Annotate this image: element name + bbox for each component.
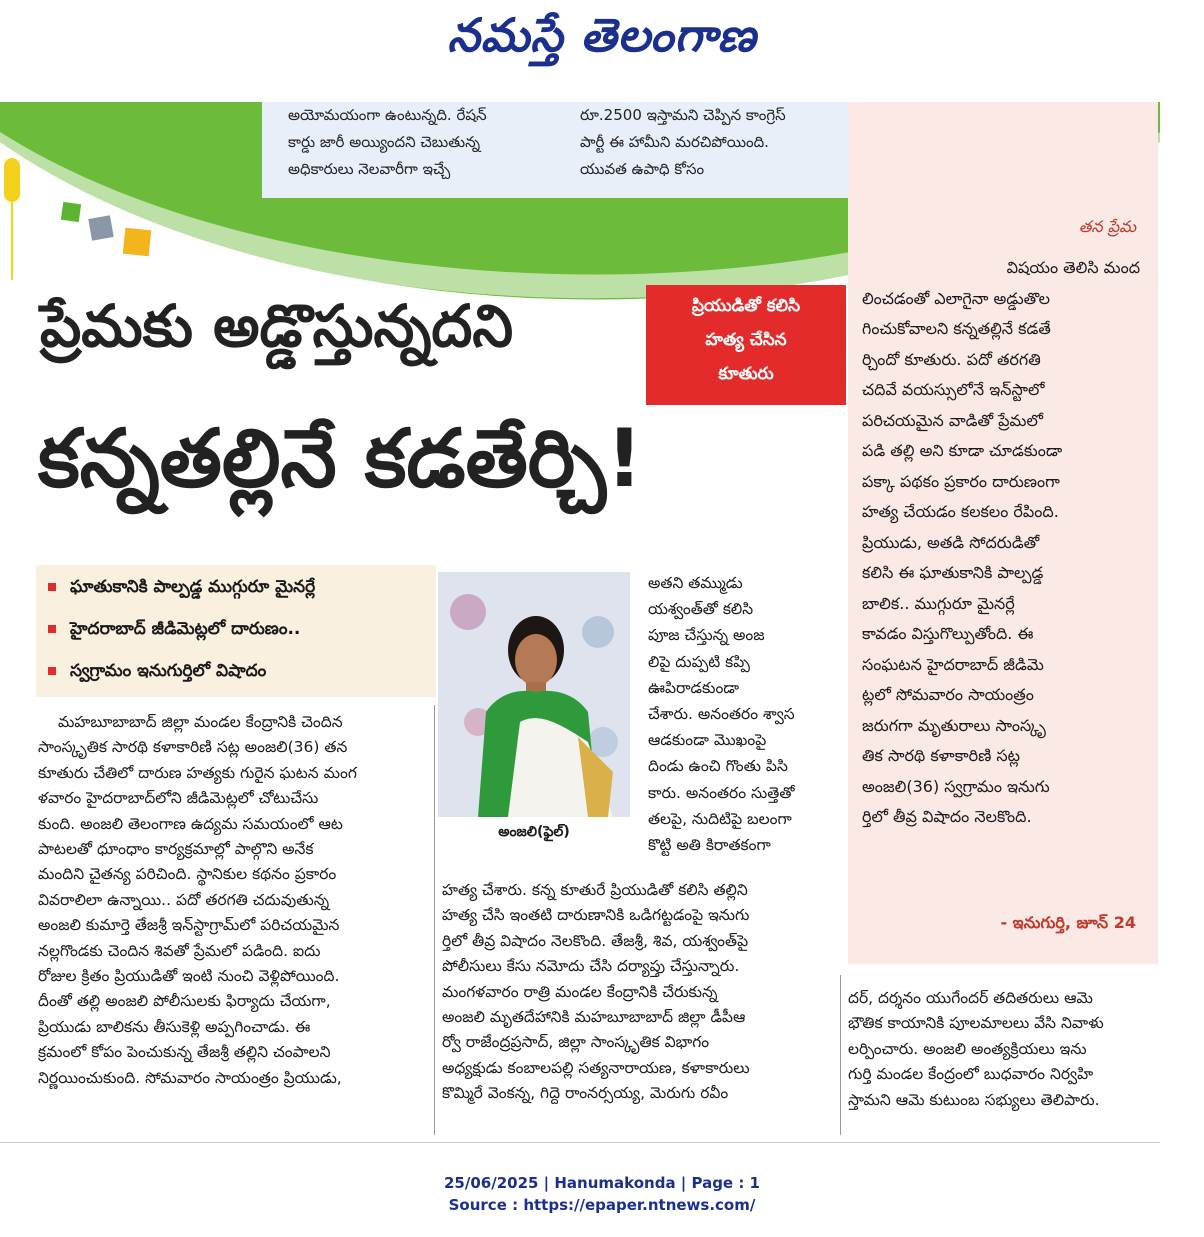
text-line: ర్తిలో తీవ్ర విషాదం నెలకొంది. — [862, 807, 1032, 826]
text-line: నల్లగొండకు చెందిన శివతో ప్రేమలో పడింది. ఐదు — [38, 941, 321, 960]
headline-line2: కన్నతల్లినే కడతేర్చి! — [38, 412, 643, 505]
pin-stem-decoration — [11, 200, 13, 280]
bottom-rule — [0, 1142, 1160, 1143]
text-line: దర్, దర్శనం యుగేందర్ తదితరులు ఆమె — [848, 989, 1093, 1007]
text-line: చేశారు. అనంతరం శ్వాస — [648, 705, 795, 724]
text-line: కలిసి ఈ ఘాతుకానికి పాల్పడ్డ — [862, 563, 1044, 582]
text-line: మందిని చైతన్య పరిచింది. స్థానికుల కథనం ప్రకారం — [38, 865, 337, 884]
woman-portrait-icon — [438, 572, 630, 817]
text-line: పోలీసులు కేసు నమోదు చేసి దర్యాప్తు చేస్తున్నారు. — [442, 957, 740, 976]
squares-decoration — [58, 195, 168, 275]
highlight-item: హైదరాబాద్ జీడిమెట్లలో దారుణం.. — [48, 619, 300, 643]
footer-source-link[interactable]: Source : https://epaper.ntnews.com/ — [448, 1196, 756, 1214]
text-line: గించుకోవాలని కన్నతల్లినే కడతే — [862, 319, 1051, 338]
text-line: మహబూబాబాద్ జిల్లా మండల కేంద్రానికి చెందిన — [58, 713, 343, 731]
text-line: పడి తల్లి అని కూడా చూడకుండా — [862, 441, 1063, 460]
highlight-item: స్వగ్రామం ఇనుగుర్తిలో విషాదం — [48, 661, 266, 685]
text-line: యశ్వంత్‌తో కలిసి — [648, 600, 754, 619]
text-line: కార్డు జారీ అయ్యిందని చెబుతున్న — [288, 133, 481, 151]
kicker-box — [646, 285, 846, 405]
text-line: తలపై, నుదిటిపై బలంగా — [648, 809, 792, 828]
sidebar-heading: తన ప్రేమ — [1078, 217, 1136, 236]
text-line: కొమ్మిరే వెంకన్న, గిద్దె రాంనర్సయ్య, మెరుగు రవీం — [442, 1084, 729, 1103]
text-line: ఆడకుండా మొఖంపై — [648, 731, 767, 750]
text-line: ర్వో రాజేంద్రప్రసాద్, జిల్లా సాంస్కృతిక విభాగం — [442, 1033, 710, 1052]
text-line: నిర్ణయించుకుంది. సోమవారం సాయంత్రం ప్రియుడు, — [38, 1068, 342, 1087]
text-line: పరిచయమైన వాడితో ప్రేమలో — [862, 410, 1043, 430]
text-line: మంగళవారం రాత్రి మండల కేంద్రానికి చేరుకున్న — [442, 982, 718, 1001]
top-right-column — [580, 102, 850, 183]
text-line: ళవారం హైదరాబాద్‌లోని జీడిమెట్లలో చోటుచేసు — [38, 789, 319, 808]
text-line: ప్రియుడు బాలికను తీసుకెళ్లి అప్పగించాడు. ఈ — [38, 1017, 311, 1036]
top-left-column — [288, 102, 558, 183]
article-column-2-narrow — [648, 570, 836, 858]
text-line: స్తామని ఆమె కుటుంబ సభ్యులు తెలిపారు. — [848, 1090, 1100, 1109]
text-line: ర్చిందో కూతురు. పదో తరగతి — [862, 349, 1041, 369]
column-divider — [840, 975, 841, 1135]
red-square-icon — [48, 583, 56, 591]
text-line: కొట్టి అతి కిరాతకంగా — [648, 836, 771, 855]
text-line: ప్రియుడు, అతడి సోదరుడితో — [862, 532, 1040, 552]
text-line: పక్కా పథకం ప్రకారం దారుణంగా — [862, 471, 1060, 491]
text-line: లర్పించారు. అంజలి అంత్యక్రియలు ఇను — [848, 1039, 1087, 1058]
kicker-line: ప్రియుడితో కలిసి — [691, 296, 801, 316]
text-line: దీంతో తల్లి అంజలి పోలీసులకు ఫిర్యాదు చేయగా, — [38, 992, 331, 1011]
text-line: హత్య చేశారు. కన్న కూతురే ప్రియుడితో కలిసి తల్లిని — [442, 881, 748, 899]
kicker-line: కూతురు — [718, 364, 774, 384]
text-line: అతని తమ్ముడు — [648, 574, 743, 592]
text-line: గుర్తి మండల కేంద్రంలో బుధవారం నిర్వహి — [848, 1065, 1094, 1084]
text-line: లిపై దుప్పటి కప్పి — [648, 652, 750, 671]
text-line: హత్య చేసి ఇంతటి దారుణానికి ఒడిగట్టడంపై ఇనుగు — [442, 906, 750, 925]
text-line: కుంది. అంజలి తెలంగాణ ఉద్యమ సమయంలో ఆట — [38, 814, 343, 833]
article-photo — [438, 572, 630, 817]
text-line: పాటలతో ధూంధాం కార్యక్రమాల్లో పాల్గొని అనేక — [38, 840, 314, 859]
text-line: కావడం విస్తుగొల్పుతోంది. ఈ — [862, 624, 1034, 643]
text-line: సాంస్కృతిక సారథి కళాకారిణి సట్ల అంజలి(36) తన — [38, 738, 348, 757]
article-column-3 — [848, 986, 1144, 1113]
text-line: అయోమయంగా ఉంటున్నది. రేషన్ — [288, 106, 487, 124]
kicker-line: హత్య చేసిన — [705, 330, 787, 350]
text-line: భౌతిక కాయానికి పూలమాలలు వేసి నివాళు — [848, 1014, 1104, 1033]
text-line: పార్టీ ఈ హామీని మరచిపోయింది. — [580, 133, 769, 151]
text-line: రూ.2500 ఇస్తామని చెప్పిన కాంగ్రెస్ — [580, 106, 786, 124]
text-line: సంఘటన హైదరాబాద్ జీడిమె — [862, 654, 1044, 674]
text-line: అంజలి కుమార్తె తేజశ్రీ ఇన్‌స్టాగ్రామ్‌లో పరిచయమైన — [38, 916, 340, 935]
text-line: కూతురు చేతిలో దారుణ హత్యకు గురైన ఘటన మంగ — [38, 763, 357, 782]
text-line: అంజలి మృతదేహానికి మహబూబాబాద్ జిల్లా డీపీఆ — [442, 1008, 746, 1027]
text-line: అధ్యక్షుడు కంబాలపల్లి సత్యనారాయణ, కళాకారులు — [442, 1058, 750, 1077]
footer-edition-info: 25/06/2025 | Hanumakonda | Page : 1 — [443, 1174, 760, 1192]
text-line: జరుగగా మృతురాలు సాంస్కృ — [862, 715, 1046, 735]
text-line: యువత ఉపాధి కోసం — [580, 160, 705, 178]
text-line: తిక సారథి కళాకారిణి సట్ల — [862, 746, 1020, 765]
text-line: అధికారులు నెలవారీగా ఇచ్చే — [288, 160, 451, 178]
text-line: లించడంతో ఎలాగైనా అడ్డుతొల — [862, 288, 1051, 308]
headline-line1: ప్రేమకు అడ్డొస్తున్నదని — [40, 292, 514, 360]
text-line: క్రమంలో కోపం పెంచుకున్న తేజశ్రీ తల్లిని చంపాలని — [38, 1043, 331, 1062]
sidebar-dateline: - ఇనుగుర్తి, జూన్ 24 — [1000, 913, 1136, 932]
red-square-icon — [48, 625, 56, 633]
photo-caption: అంజలి(ఫైల్) — [498, 824, 570, 840]
text-line: చదివే వయస్సులోనే ఇన్‌స్టాలో — [862, 380, 1045, 399]
text-line: వివరాలిలా ఉన్నాయి.. పదో తరగతి చదువుతున్న — [38, 890, 330, 909]
text-line: హత్య చేయడం కలకలం రేపింది. — [862, 502, 1059, 521]
text-line: పూజ చేస్తున్న అంజ — [648, 626, 765, 645]
text-line: ఊపిరాడకుండా — [648, 678, 740, 697]
text-line: అంజలి(36) స్వగ్రామం ఇనుగు — [862, 776, 1050, 796]
article-column-1 — [38, 710, 430, 1091]
highlight-item: ఘాతుకానికి పాల్పడ్డ ముగ్గురూ మైనర్లే — [48, 577, 315, 601]
masthead-title: నమస్తే తెలంగాణ — [447, 8, 757, 62]
text-line: బాలిక.. ముగ్గురూ మైనర్లే — [862, 593, 1015, 613]
text-line: విషయం తెలిసి మంద — [1006, 258, 1140, 277]
sidebar-text — [862, 253, 1140, 833]
text-line: ట్లలో సోమవారం సాయంత్రం — [862, 685, 1034, 704]
red-square-icon — [48, 667, 56, 675]
text-line: దిండు ఉంచి గొంతు పిసి — [648, 757, 788, 776]
column-divider — [434, 705, 435, 1135]
text-line: కారు. అనంతరం సుత్తెతో — [648, 783, 795, 802]
yellow-pin-decoration — [4, 158, 20, 202]
text-line: రోజుల క్రితం ప్రియుడితో ఇంటి నుంచి వెళ్లిపోయింది. — [38, 967, 340, 986]
text-line: ర్తిలో తీవ్ర విషాదం నెలకొంది. తేజశ్రీ, శివ, యశ్వంత్‌పై — [442, 931, 749, 950]
highlights-box — [36, 565, 436, 697]
article-column-2-wide — [442, 878, 838, 1107]
